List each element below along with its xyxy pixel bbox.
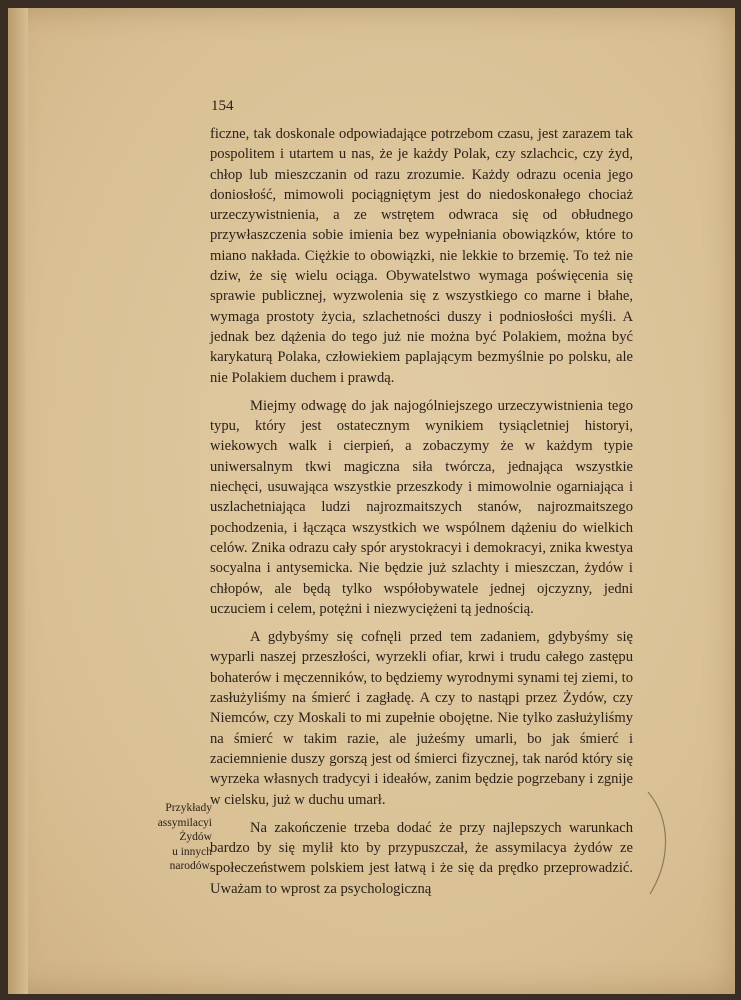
- page-binding-edge: [8, 8, 28, 994]
- paragraph-4: Na zakończenie trzeba dodać że przy najlepszych warunkach bardzo by się mylił kto by przypuszczał, że assymilacya żydów ze społeczeństwem polskiem jest łatwą i że się da prędko przeprowadzić. Uważam to wprost za psychologiczną: [210, 819, 633, 897]
- paragraph-1: ficzne, tak doskonale odpowiadające potrzebom czasu, jest zarazem tak pospolitem i utartem u nas, że je każdy Polak, czy szlachcic, czy żyd, chłop lub mieszczanin od razu zrozumie. Każdy odrazu ocenia jego doniosłość, mimowoli pociągniętym jest do niedoskonałego chociaż urzeczywistnienia, a ze wstrętem odwraca się od obłudnego przywłaszczenia sobie imienia bez wypełniania obowiązków, które to miano nakłada. Ciężkie to obowiązki, nie lekkie to brzemię. To też nie dziw, że się wielu ociąga. Obywatelstwo wymaga poświęcenia się sprawie publicznej, wyzwolenia się z wszystkiego co marne i błahe, wymaga prostoty życia, szlachetności duszy i podniosłości myśli. A jednak bez dążenia do tego już nie można być Polakiem, można być karykaturą Polaka, człowiekiem paplającym bezmyślnie po polsku, ale nie Polakiem duchem i prawdą.: [210, 126, 633, 386]
- margin-note-line: Przykłady: [165, 802, 212, 814]
- margin-note-line: narodów.: [169, 860, 212, 872]
- body-text: [210, 124, 633, 907]
- paragraph-3: A gdybyśmy się cofnęli przed tem zadaniem, gdybyśmy się wyparli naszej przeszłości, wyrzekli ofiar, krwi i trudu całego zastępu bohaterów i męczenników, to będziemy wyrodnymi synami tej ziemi, to zasłużyliśmy na śmierć i zagładę. A czy to nastąpi przez Żydów, czy Niemców, czy Moskali to mi zupełnie obojętne. Nie tylko zasłużyliśmy na śmierć w takim razie, ale jużeśmy umarli, bo jak śmierć i zaciemnienie duszy gorszą jest od śmierci fizycznej, tak naród który się wyrzeka własnych tradycyi i ideałów, zanim będzie pogrzebany i zgnije w cielsku, już w duchu umarł.: [210, 629, 633, 808]
- margin-note: [148, 801, 212, 874]
- paragraph-2: Miejmy odwagę do jak najogólniejszego urzeczywistnienia tego typu, który jest ostatecznym wynikiem tysiącletniej historyi, wiekowych walk i cierpień, a zobaczymy że w każdym typie uniwersalnym tkwi magiczna siła twórcza, jednająca wszystkie niechęci, usuwająca wszystkie przeszkody i mimowolnie ogarniająca i uszlachetniająca ludzi najrozmaitszych stanów, najrozmaitszego pochodzenia, i łącząca wszystkich we wspólnem dążeniu do wielkich celów. Znika odrazu cały spór arystokracyi i demokracyi, znika kwestya socyalna i antysemicka. Nie będzie już szlachty i mieszczan, żydów i chłopów, ale będą tylko współobywatele jednej ojczyzny, jedni uczuciem i celem, potężni i niezwyciężeni tą jednością.: [210, 397, 633, 617]
- book-page: [8, 8, 735, 994]
- margin-note-line: Żydów: [179, 831, 212, 843]
- margin-note-line: assymilacyi: [157, 816, 212, 829]
- page-number: 154: [211, 98, 234, 114]
- margin-note-line: u innych: [172, 845, 212, 858]
- pencil-bracket-mark: [640, 788, 680, 898]
